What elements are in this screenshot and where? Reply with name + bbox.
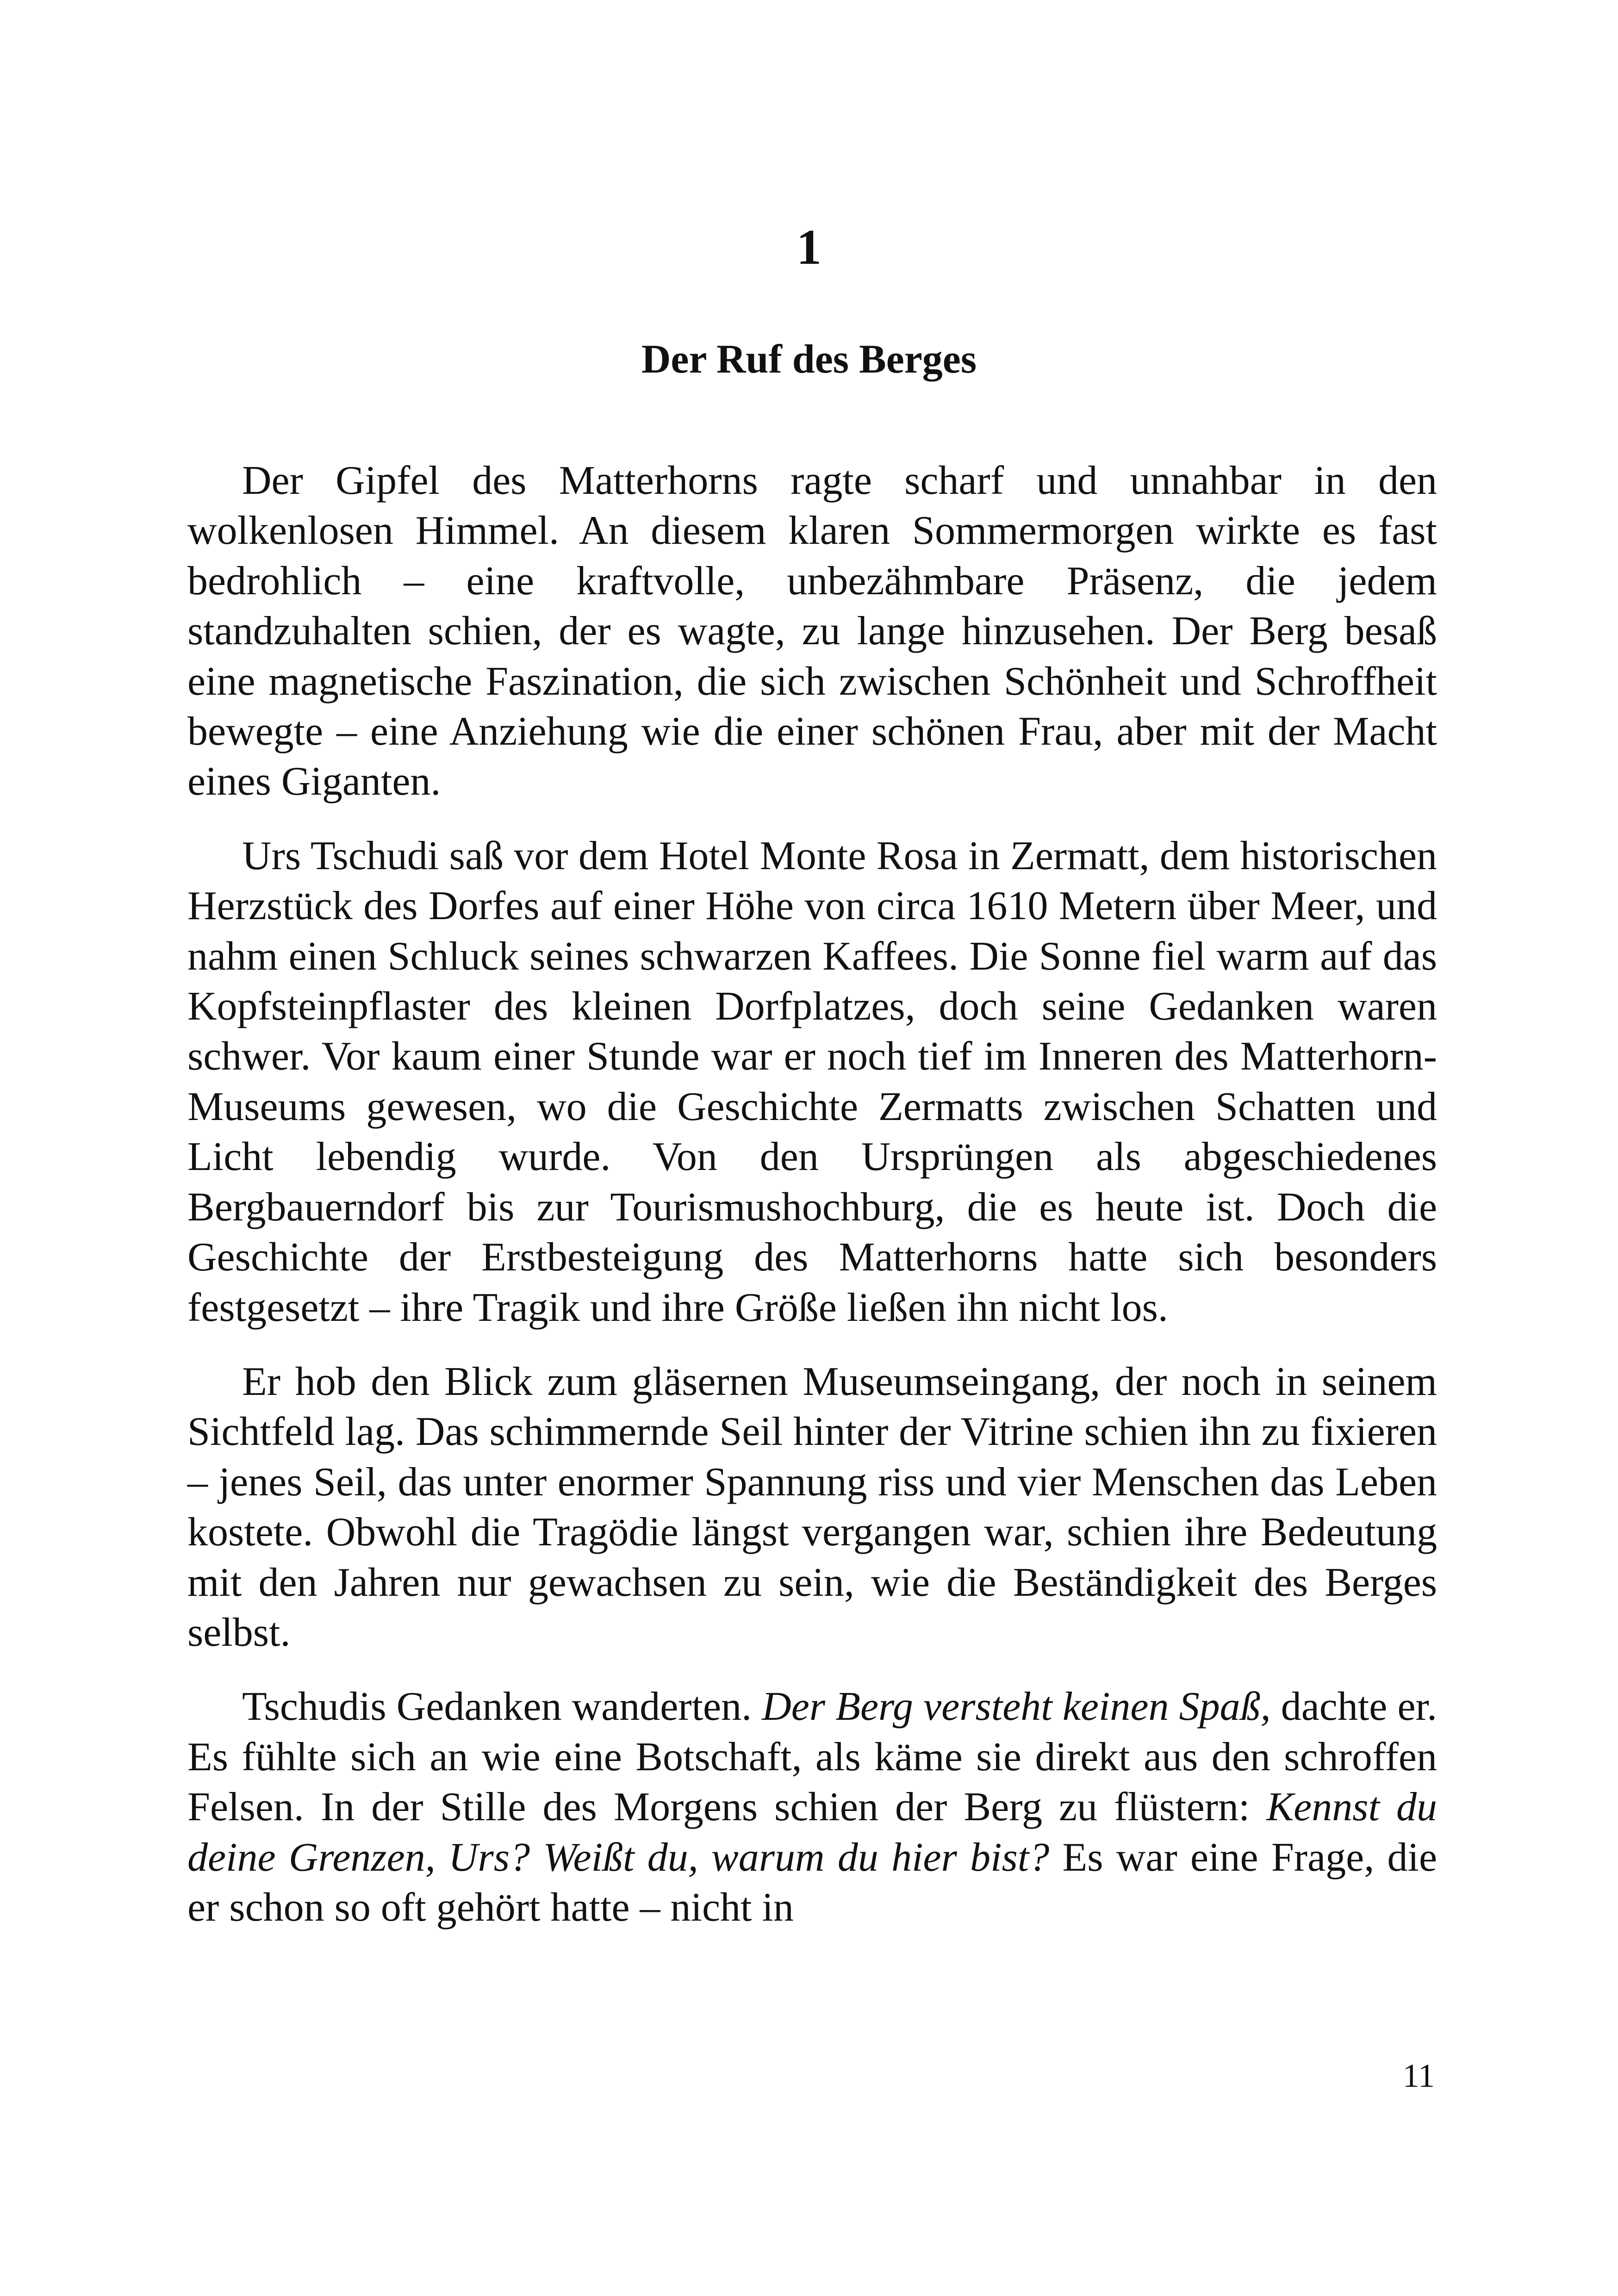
paragraph-4-italic-thought: Der Berg versteht keinen Spaß, [762,1684,1271,1730]
paragraph-4 [187,1682,1437,1933]
paragraph-1: Der Gipfel des Matterhorns ragte scharf und unnahbar in den wolkenlosen Himmel. An diesem klaren Sommermorgen wirkte es fast bedrohlich – eine kraftvolle, unbezähmbare Präsenz, die jedem standzuhalten schien, der es wagte, zu lange hinzusehen. Der Berg besaß eine magnetische Faszination, die sich zwischen Schönheit und Schroffheit bewegte – eine Anziehung wie die einer schönen Frau, aber mit der Macht eines Giganten. [187,458,1437,804]
chapter-title: Der Ruf des Berges [641,337,977,382]
paragraph-2: Urs Tschudi saß vor dem Hotel Monte Rosa in Zermatt, dem historischen Herzstück des Dorfes auf einer Höhe von circa 1610 Metern über Meer, und nahm einen Schluck seines schwarzen Kaffees. Die Sonne fiel warm auf das Kopfsteinpflaster des kleinen Dorfplatzes, doch seine Gedanken waren schwer. Vor kaum einer Stunde war er noch tief im Inneren des Matterhorn-Museums gewesen, wo die Geschichte Zermatts zwischen Schatten und Licht lebendig wurde. Von den Ursprüngen als abgeschiedenes Bergbauerndorf bis zur Tourismushochburg, die es heute ist. Doch die Geschichte der Erstbesteigung des Matterhorns hatte sich besonders festgesetzt – ihre Tragik und ihre Größe ließen ihn nicht los. [187,833,1437,1330]
paragraph-4-italic-question: Kennst du deine Grenzen, Urs? Weißt du, warum du hier bist? [187,1785,1437,1880]
paragraph-4-text-c: dachte er. Es fühlte sich an wie eine Botschaft, als käme sie direkt aus den schroffen Felsen. In der Stille des Morgens schien der Berg zu flüstern: [187,1684,1437,1830]
paragraph-4-text-e: Es war eine Frage, die er schon so oft gehört hatte – nicht in [187,1835,1438,1930]
chapter-body [187,456,1437,1933]
paragraph-4-text-a: Tschudis Gedanken wanderten. [242,1684,762,1730]
chapter-number: 1 [797,220,821,275]
page-number: 11 [1402,2057,1435,2094]
paragraph-3: Er hob den Blick zum gläsernen Museumseingang, der noch in seinem Sichtfeld lag. Das schimmernde Seil hinter der Vitrine schien ihn zu fixieren – jenes Seil, das unter enormer Spannung riss und vier Menschen das Leben kostete. Obwohl die Tragödie längst vergangen war, schien ihre Bedeutung mit den Jahren nur gewachsen zu sein, wie die Beständigkeit des Berges selbst. [187,1359,1437,1655]
